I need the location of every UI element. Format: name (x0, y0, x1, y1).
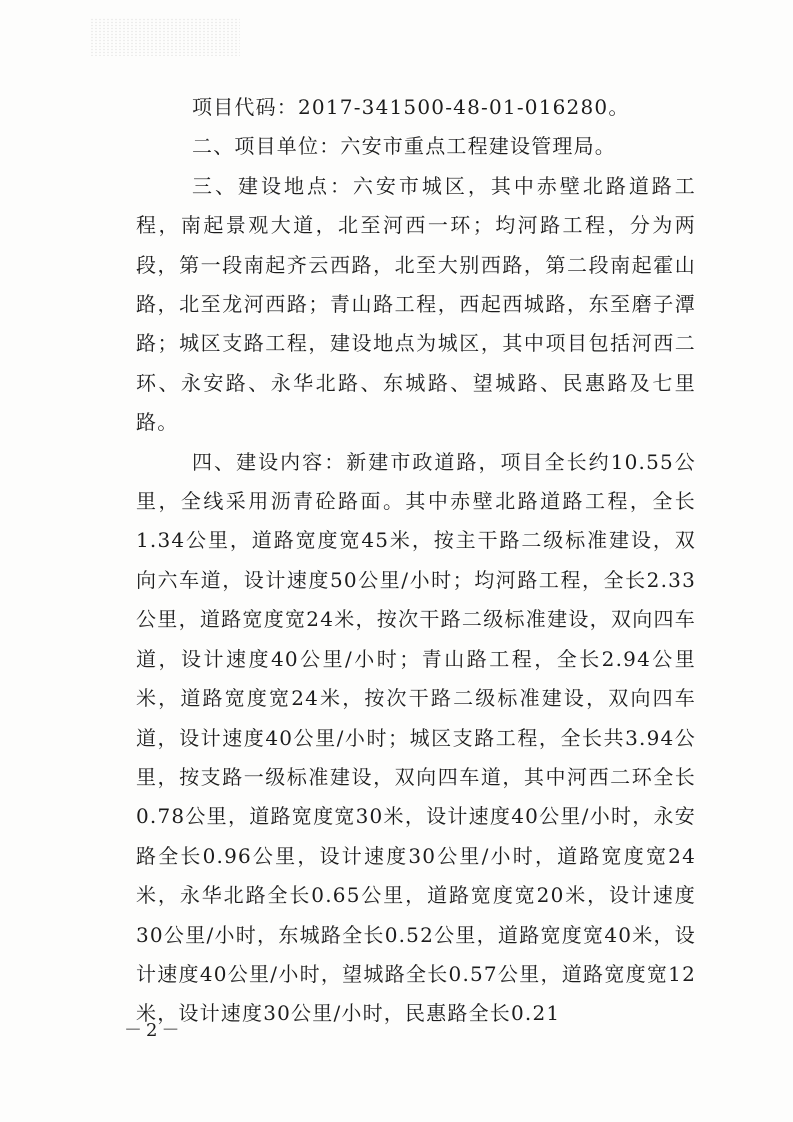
project-unit-paragraph: 二、项目单位：六安市重点工程建设管理局。 (192, 134, 616, 159)
construction-content-paragraph: 四、建设内容：新建市政道路，项目全长约10.55公里，全线采用沥青砼路面。其中赤壁北路道路工程，全长1.34公里，道路宽度宽45米，按主干路二级标准建设，双向六车道，设计速度50公里/小时；均河路工程，全长2.33公里，道路宽度宽24米，按次干路二级标准建设，双向四车道，设计速度40公里/小时；青山路工程，全长2.94公里米，道路宽度宽24米，按次干路二级标准建设，双向四车道，设计速度40公里/小时；城区支路工程，全长共3.94公里，按支路一级标准建设，双向四车道，其中河西二环全长0.78公里，道路宽度宽30米，设计速度40公里/小时，永安路全长0.96公里，设计速度30公里/小时，道路宽度宽24米，永华北路全长0.65公里，道路宽度宽20米，设计速度30公里/小时，东城路全长0.52公里，道路宽度宽40米，设计速度40公里/小时，望城路全长0.57公里，道路宽度宽12米，设计速度30公里/小时，民惠路全长0.21 (136, 449, 696, 1026)
project-code-line: 项目代码：2017-341500-48-01-016280。 (192, 95, 630, 119)
document-body (136, 88, 696, 1034)
construction-location-paragraph: 三、建设地点：六安市城区，其中赤壁北路道路工程，南起景观大道，北至河西一环；均河路工程，分为两段，第一段南起齐云西路，北至大别西路，第二段南起霍山路，北至龙河西路；青山路工程，西起西城路，东至磨子潭路；城区支路工程，建设地点为城区，其中项目包括河西二环、永安路、永华北路、东城路、望城路、民惠路及七里路。 (136, 173, 696, 435)
page-number: －2－ (124, 1020, 184, 1041)
scan-artifact (90, 18, 240, 56)
